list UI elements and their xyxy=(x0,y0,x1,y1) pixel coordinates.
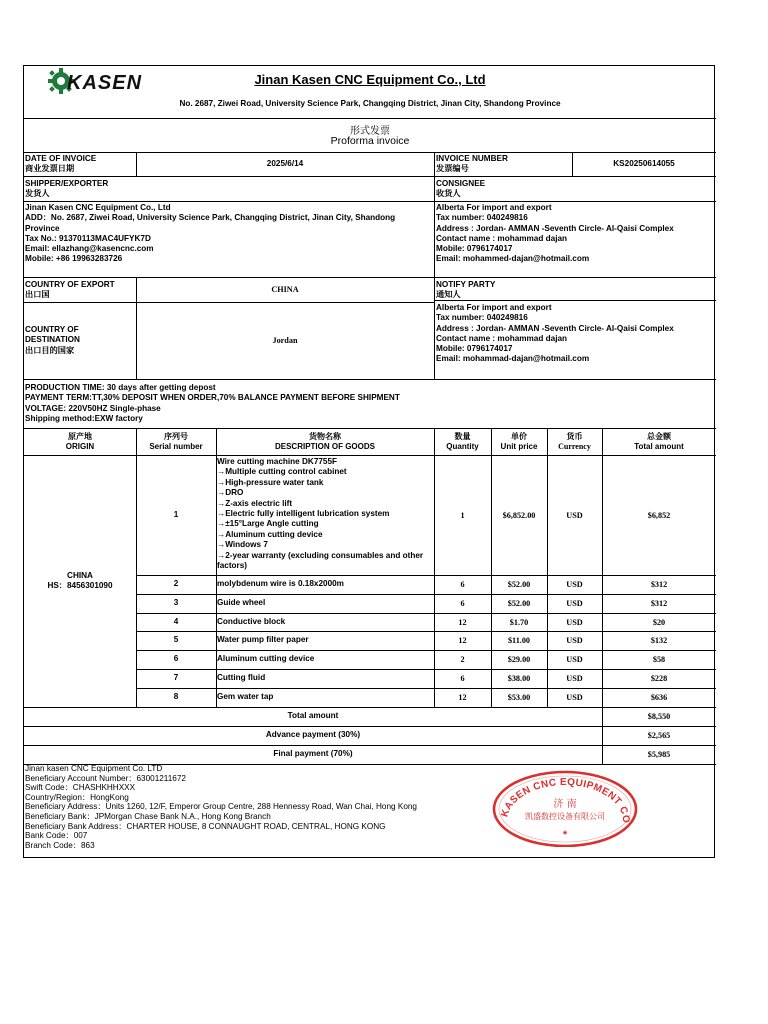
item-serial: 1 xyxy=(173,509,179,519)
item-qty: 12 xyxy=(458,617,467,627)
total-amount-value: $8,550 xyxy=(647,712,671,721)
item-qty: 1 xyxy=(460,510,465,520)
date-label: DATE OF INVOICE 商业发票日期 xyxy=(25,154,97,174)
total-amount-label: Total amount xyxy=(287,711,339,721)
consignee-details: Alberta For import and export Tax number: 040249816 Address : Jordan- AMMAN -Seventh Circle- Al-Qaisi Complex Contact name : mohammad dajan Mobile: 0796174017 Email: mohammed-dajan@hotmail.com xyxy=(436,203,674,264)
col-quantity: 数量 Quantity xyxy=(446,432,479,451)
col-unit-price: 单价 Unit price xyxy=(500,432,538,451)
item-price: $52.00 xyxy=(507,599,531,608)
bank-details: Jinan kasen CNC Equipment Co. LTD Beneficiary Account Number：63001211672 Swift Code：CHASHKHHXXX Country/Region：HongKong Beneficiary Address：Units 1260, 12/F, Emperor Group Centre, 288 Hennessy Road, Wan Chai, Hong Kong Beneficiary Bank：JPMorgan Chase Bank N.A., Hong Kong Branch Beneficiary Bank Address：CHARTER HOUSE, 8 CONNAUGHT ROAD, CENTRAL, HONG KONG Bank Code：007 Branch Code：863 xyxy=(25,764,417,850)
consignee-label: CONSIGNEE 收货人 xyxy=(436,179,486,199)
item-qty: 12 xyxy=(458,693,467,702)
item-serial: 4 xyxy=(173,616,179,626)
item-serial: 2 xyxy=(173,579,179,589)
company-name: Jinan Kasen CNC Equipment Co., Ltd xyxy=(254,72,486,87)
doc-title-en: Proforma invoice xyxy=(330,135,410,147)
item-serial: 7 xyxy=(173,673,179,683)
item-price: $53.00 xyxy=(507,693,531,702)
item-serial: 5 xyxy=(173,635,179,645)
item-description: Guide wheel xyxy=(217,598,266,608)
final-payment-value: $5,985 xyxy=(647,750,671,759)
item-description: Wire cutting machine DK7755F →Multiple cutting control cabinet →High-pressure water tank →DRO →Z-axis electric lift →Electric fully intelligent lubrication system →±15°Large Angle cutting →Aluminum cutting device →Windows 7 →2-year warranty (excluding consumables and other factors) xyxy=(217,457,424,571)
export-country-label: COUNTRY OF EXPORT 出口国 xyxy=(25,280,115,300)
hs-code: HS：8456301090 xyxy=(47,581,113,590)
item-description: Water pump filter paper xyxy=(217,635,309,645)
col-origin: 原产地 ORIGIN xyxy=(65,432,95,451)
item-price: $6,852.00 xyxy=(502,510,536,520)
item-currency: USD xyxy=(566,693,583,702)
svg-text:JINAN KASEN CNC EQUIPMENT CO.,: KASEN CNC EQUIPMENT CO xyxy=(499,776,632,824)
item-qty: 2 xyxy=(460,655,465,664)
invoice-number: KS20250614055 xyxy=(613,158,675,168)
destination-label: COUNTRY OF DESTINATION 出口目的国家 xyxy=(25,325,80,355)
item-total: $132 xyxy=(650,636,668,645)
item-description: Gem water tap xyxy=(217,692,274,702)
item-serial: 8 xyxy=(173,692,179,702)
company-address: No. 2687, Ziwei Road, University Science Park, Changqing District, Jinan City, Shandong Province xyxy=(179,99,561,108)
shipper-details: Jinan Kasen CNC Equipment Co., Ltd ADD：No. 2687, Ziwei Road, University Science Park, Changqing District, Jinan City, Shandong Province Tax No.: 91370113MAC4UFYK7D Email: ellazhang@kasencnc.com Mobile: +86 19963283726 xyxy=(25,203,396,264)
export-country: CHINA xyxy=(271,285,299,294)
item-qty: 6 xyxy=(460,599,465,608)
item-description: molybdenum wire is 0.18x2000m xyxy=(217,579,344,589)
item-description: Aluminum cutting device xyxy=(217,654,315,664)
item-total: $636 xyxy=(650,693,668,702)
item-serial: 6 xyxy=(173,654,179,664)
item-currency: USD xyxy=(566,636,583,645)
origin-cell xyxy=(24,455,136,707)
item-total: $20 xyxy=(652,617,666,627)
item-currency: USD xyxy=(566,617,583,627)
shipper-label: SHIPPER/EXPORTER 发货人 xyxy=(25,179,109,199)
item-currency: USD xyxy=(566,599,583,608)
company-stamp xyxy=(490,769,640,847)
invoice-number-label: INVOICE NUMBER 发票编号 xyxy=(436,154,508,174)
item-currency: USD xyxy=(566,510,583,520)
item-price: $38.00 xyxy=(507,674,531,683)
notify-details: Alberta For import and export Tax number: 040249816 Address : Jordan- AMMAN -Seventh Circle- Al-Qaisi Complex Contact name : mohammad dajan Mobile: 0796174017 Email: mohammad-dajan@hotmail.com xyxy=(436,303,674,364)
item-qty: 12 xyxy=(458,636,467,645)
item-total: $312 xyxy=(650,599,668,608)
item-qty: 6 xyxy=(460,674,465,683)
item-currency: USD xyxy=(566,674,583,683)
item-description: Cutting fluid xyxy=(217,673,266,683)
item-description: Conductive block xyxy=(217,616,286,626)
invoice-date: 2025/6/14 xyxy=(266,158,304,168)
item-price: $29.00 xyxy=(507,655,531,664)
item-price: $1.70 xyxy=(509,617,529,627)
svg-text:济 南: 济 南 xyxy=(553,799,577,810)
svg-text:凯盛数控设备有限公司: 凯盛数控设备有限公司 xyxy=(525,812,605,821)
item-currency: USD xyxy=(566,655,583,664)
item-total: $228 xyxy=(650,674,668,683)
doc-title-cn: 形式发票 xyxy=(350,126,390,137)
col-total: 总金额 Total amount xyxy=(634,432,684,451)
terms-block: PRODUCTION TIME: 30 days after getting depost PAYMENT TERM:TT,30% DEPOSIT WHEN ORDER,70% BALANCE PAYMENT BEFORE SHIPMENT VOLTAGE: 220V50HZ Single-phase Shipping method:EXW factory xyxy=(25,383,400,423)
item-total: $6,852 xyxy=(647,510,671,520)
logo-text: KASEN xyxy=(67,72,143,94)
item-qty: 6 xyxy=(460,580,465,589)
advance-payment-value: $2,565 xyxy=(647,731,671,740)
item-currency: USD xyxy=(566,580,583,589)
notify-label: NOTIFY PARTY 通知人 xyxy=(436,280,496,300)
invoice-sheet xyxy=(23,65,715,858)
item-serial: 3 xyxy=(173,598,179,608)
final-payment-label: Final payment (70%) xyxy=(273,749,353,759)
col-currency: 货币 Currency xyxy=(558,432,591,451)
origin-country: CHINA xyxy=(67,570,93,580)
col-serial: 序列号 Serial number xyxy=(149,432,203,451)
item-total: $312 xyxy=(650,580,668,589)
item-total: $58 xyxy=(652,655,666,664)
advance-payment-label: Advance payment (30%) xyxy=(265,730,361,740)
col-description: 货物名称 DESCRIPTION OF GOODS xyxy=(274,432,375,451)
item-price: $52.00 xyxy=(507,580,531,589)
svg-text:*: * xyxy=(562,829,568,841)
item-price: $11.00 xyxy=(507,636,531,645)
destination-country: Jordan xyxy=(272,336,298,345)
